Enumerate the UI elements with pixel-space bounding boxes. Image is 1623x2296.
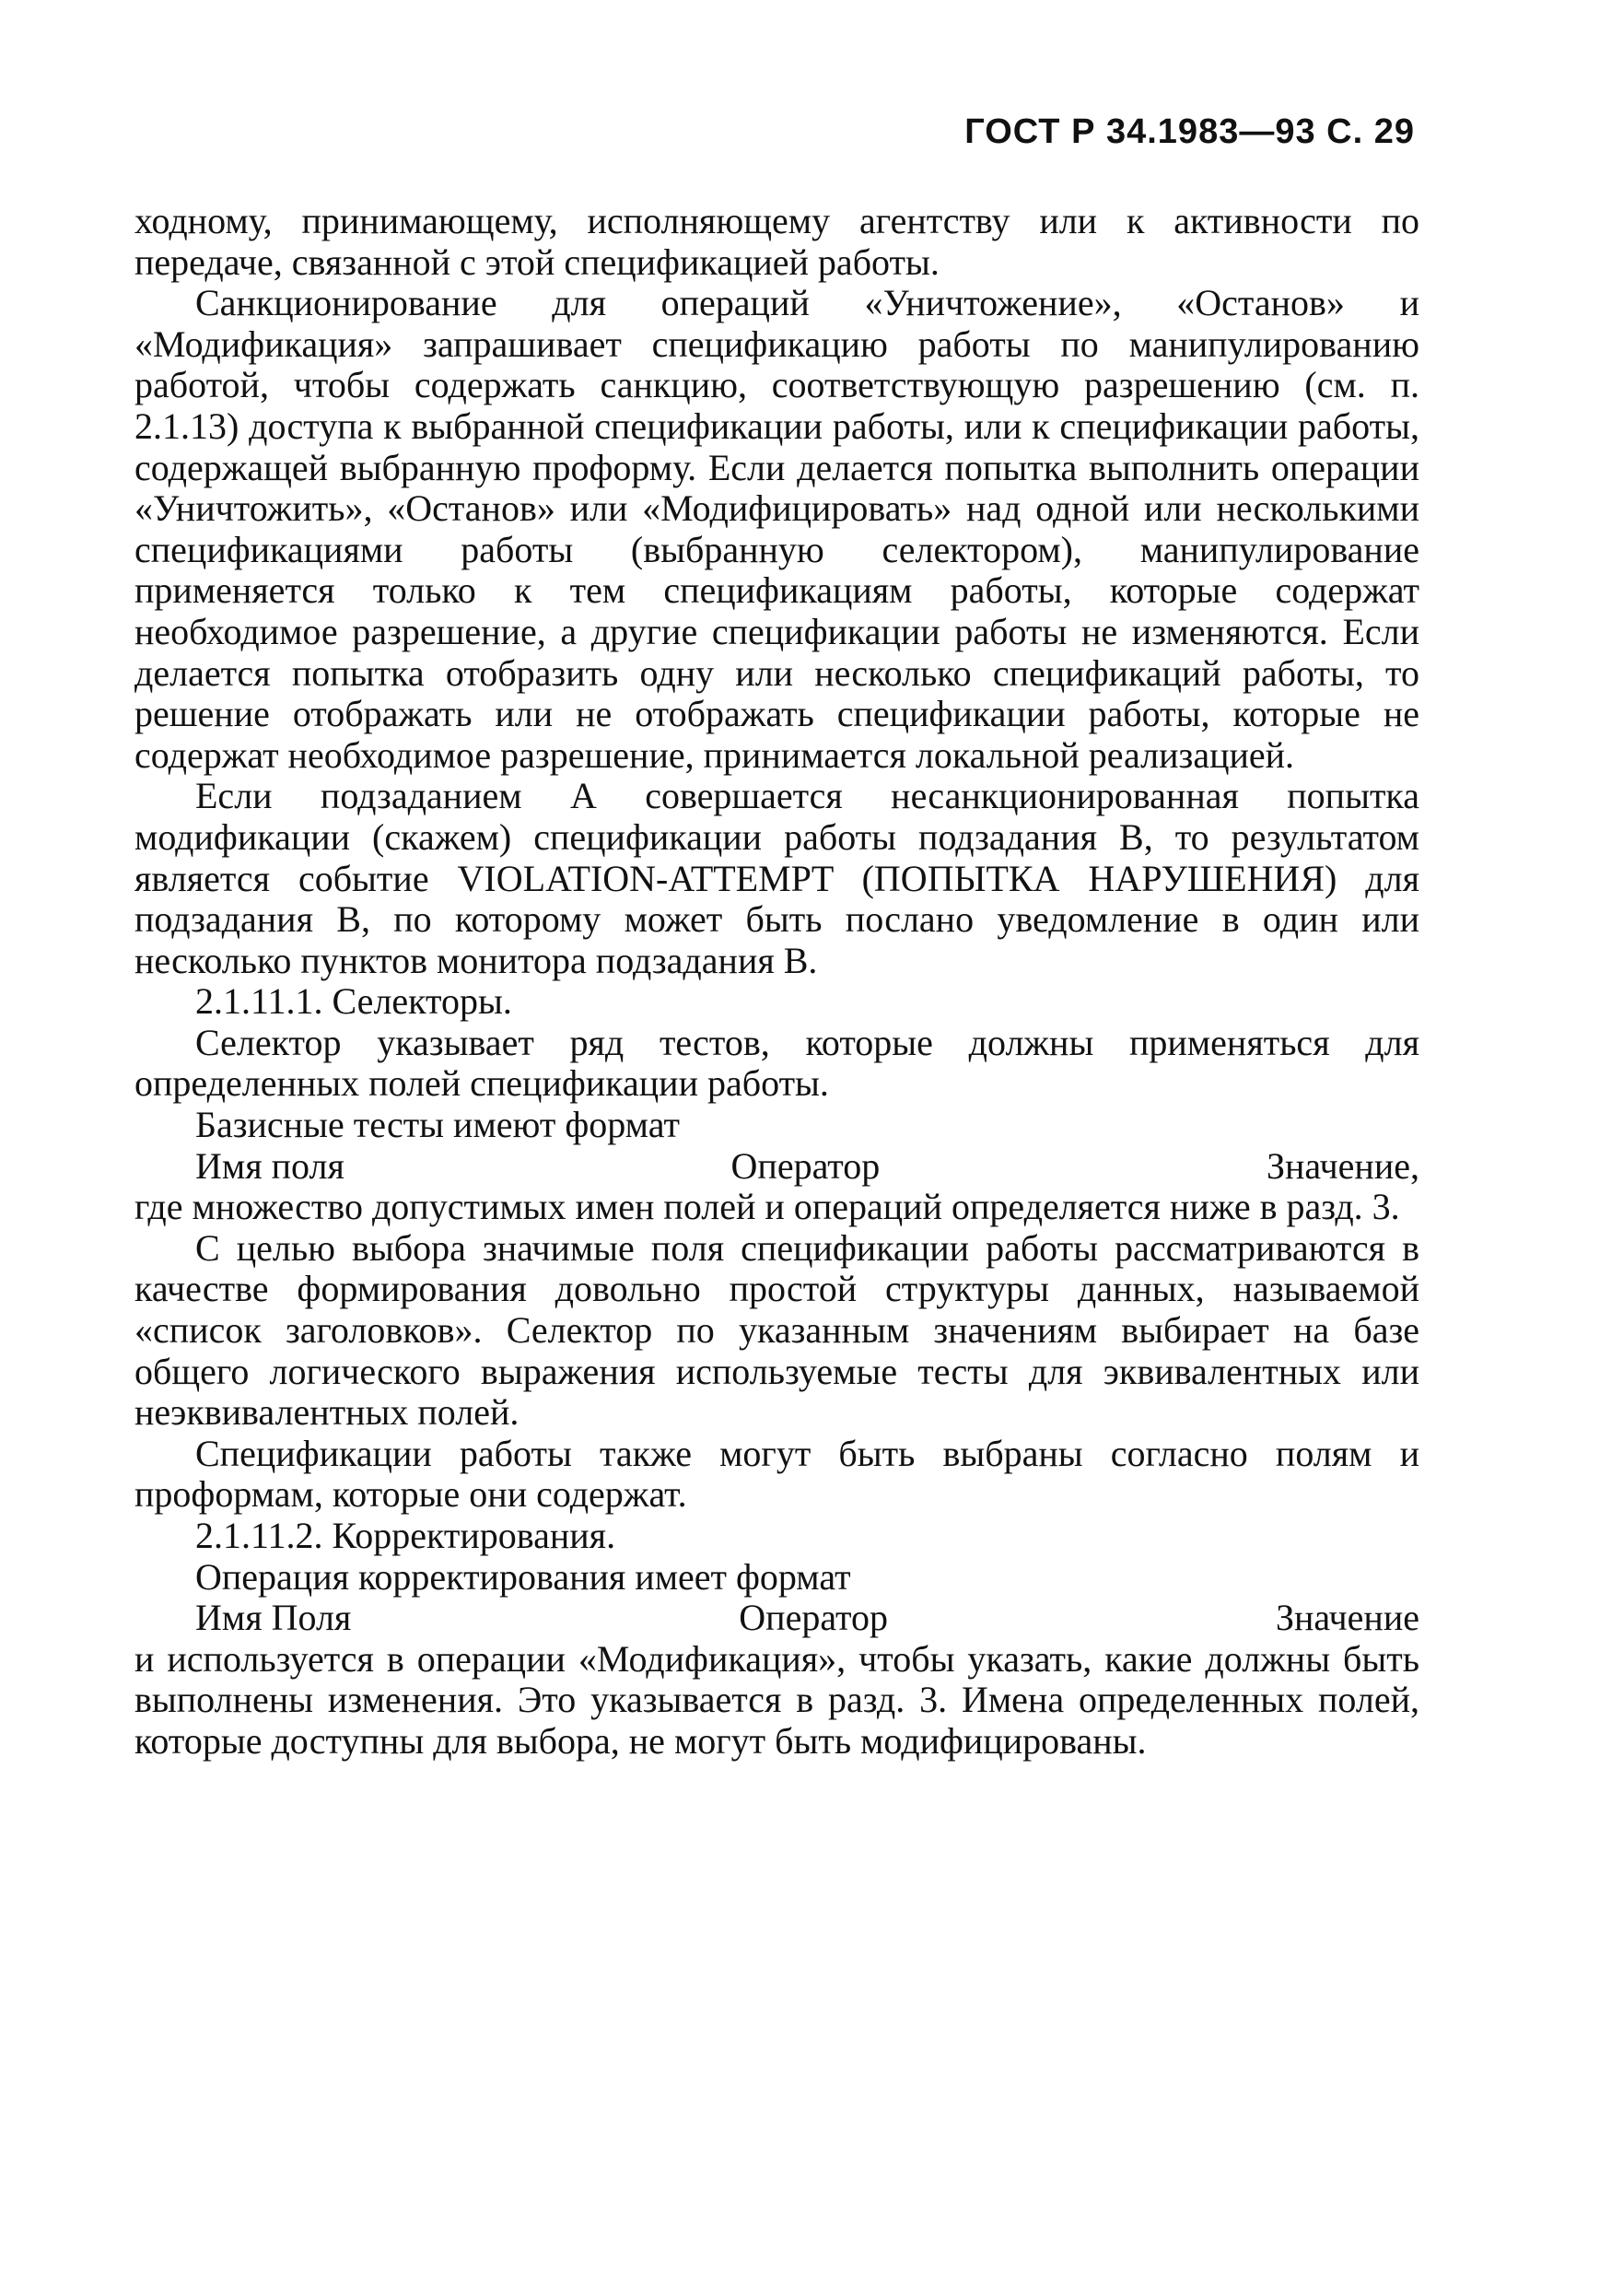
page-header bbox=[964, 112, 1415, 152]
format-field-name: Имя поля bbox=[195, 1144, 344, 1187]
format-value: Значение, bbox=[1266, 1144, 1419, 1187]
format-row-corrections bbox=[134, 1598, 1419, 1639]
format-row-tests bbox=[134, 1146, 1419, 1188]
document-body bbox=[134, 201, 1419, 1763]
paragraph-proforma-selection: Спецификации работы также могут быть выбраны согласно полям и проформам, которые они содержат. bbox=[134, 1432, 1419, 1516]
section-heading-corrections: 2.1.11.2. Корректирования. bbox=[195, 1515, 616, 1556]
paragraph-continuation: ходному, принимающему, исполняющему агентству или к активности по передаче, связанной с этой спецификацией работы. bbox=[134, 200, 1419, 283]
format-field-name: Имя Поля bbox=[195, 1597, 352, 1639]
standard-designation: ГОСТ Р 34.1983—93 bbox=[964, 112, 1316, 151]
format-value: Значение bbox=[1275, 1597, 1419, 1639]
page-number: С. 29 bbox=[1326, 112, 1415, 151]
paragraph-authorization: Санкционирование для операций «Уничтожение», «Останов» и «Модификация» запрашивает спецификацию работы по манипулированию работой, чтобы содержать санкцию, соответствующую разрешению (см. п. 2.1.13) доступа к выбранной спецификации работы, или к спецификации работы, содержащей выбранную проформу. Если делается попытка выполнить операции «Уничтожить», «Останов» или «Модифицировать» над одной или несколькими спецификациями работы (выбранную селектором), манипулирование применяется только к тем спецификациям работы, которые содержат необходимое разрешение, а другие спецификации работы не изменяются. Если делается попытка отобразить одну или несколько спецификаций работы, то решение отображать или не отображать спецификации работы, которые не содержат необходимое разрешение, принимается локальной реализацией. bbox=[134, 282, 1419, 776]
format-operator: Оператор bbox=[730, 1144, 881, 1187]
paragraph-header-list: С целью выбора значимые поля спецификации работы рассматриваются в качестве формирования довольно простой структуры данных, называемой «список заголовков». Селектор по указанным значениям выбирает на базе общего логического выражения используемые тесты для эквивалентных или неэквивалентных полей. bbox=[134, 1226, 1419, 1434]
paragraph-field-set: где множество допустимых имен полей и операций определяется ниже в разд. 3. bbox=[134, 1186, 1400, 1228]
paragraph-modification-usage: и используется в операции «Модификация», чтобы указать, какие должны быть выполнены изменения. Это указывается в разд. 3. Имена определенных полей, которые доступны для выбора, не могут быть модифицированы. bbox=[134, 1637, 1419, 1762]
section-heading-selectors: 2.1.11.1. Селекторы. bbox=[195, 980, 512, 1023]
paragraph-selector-definition: Селектор указывает ряд тестов, которые должны применяться для определенных полей спецификации работы. bbox=[134, 1021, 1419, 1105]
paragraph-basic-tests: Базисные тесты имеют формат bbox=[195, 1104, 680, 1146]
paragraph-violation: Если подзаданием А совершается несанкционированная попытка модификации (скажем) спецификации работы подзадания В, то результатом является событие VIOLATION-ATTEMPT (ПОПЫТКА НАРУШЕНИЯ) для подзадания В, по которому может быть послано уведомление в один или несколько пунктов монитора подзадания В. bbox=[134, 775, 1419, 981]
paragraph-correction-format: Операция корректирования имеет формат bbox=[195, 1555, 851, 1598]
format-operator: Оператор bbox=[739, 1597, 888, 1639]
